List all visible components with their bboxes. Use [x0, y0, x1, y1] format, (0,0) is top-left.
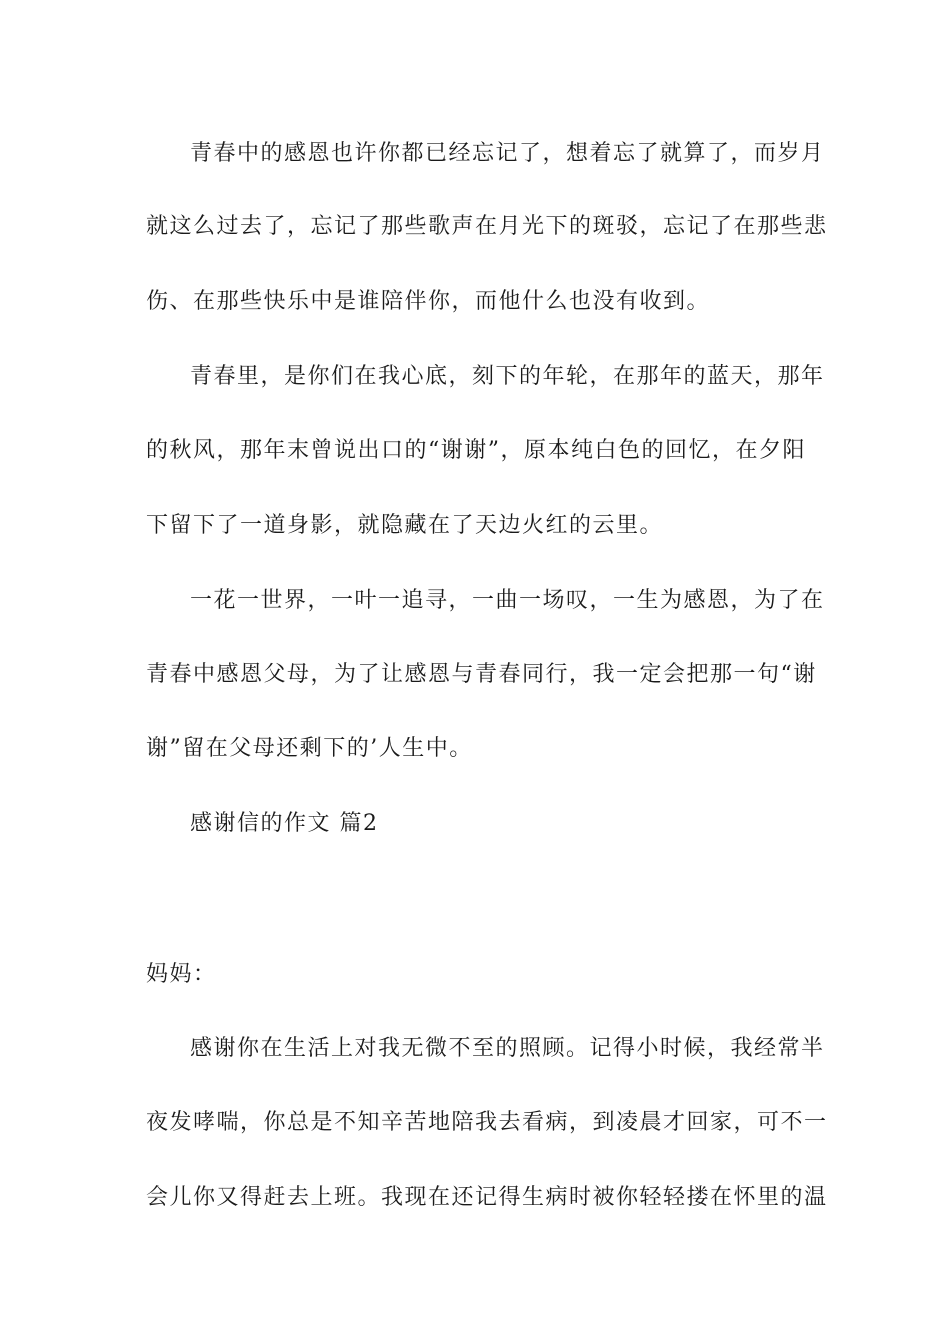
paragraph-3-line-3: 谢”留在父母还剩下的’人生中。 — [146, 736, 473, 761]
paragraph-4-line-3: 会儿你又得赶去上班。我现在还记得生病时被你轻轻搂在怀里的温 — [146, 1185, 828, 1210]
paragraph-2-line-2: 的秋风，那年末曾说出口的“谢谢”，原本纯白色的回忆，在夕阳 — [146, 438, 806, 463]
paragraph-4-line-2: 夜发哮喘，你总是不知辛苦地陪我去看病，到凌晨才回家，可不一 — [146, 1110, 828, 1135]
paragraph-1-line-3: 伤、在那些快乐中是谁陪伴你，而他什么也没有收到。 — [146, 289, 711, 314]
paragraph-2-line-3: 下留下了一道身影，就隐藏在了天边火红的云里。 — [146, 513, 664, 538]
paragraph-3-line-1: 一花一世界，一叶一追寻，一曲一场叹，一生为感恩，为了在 — [190, 588, 825, 613]
paragraph-1-line-2: 就这么过去了，忘记了那些歌声在月光下的斑驳，忘记了在那些悲 — [146, 214, 828, 239]
salutation: 妈妈： — [146, 962, 217, 987]
paragraph-1-line-1: 青春中的感恩也许你都已经忘记了，想着忘了就算了，而岁月 — [190, 141, 825, 166]
paragraph-3-line-2: 青春中感恩父母，为了让感恩与青春同行，我一定会把那一句“谢 — [146, 662, 817, 687]
paragraph-2-line-1: 青春里，是你们在我心底，刻下的年轮，在那年的蓝天，那年 — [190, 364, 825, 389]
paragraph-4-line-1: 感谢你在生活上对我无微不至的照顾。记得小时候，我经常半 — [190, 1036, 825, 1061]
section-heading: 感谢信的作文 篇2 — [190, 811, 379, 836]
